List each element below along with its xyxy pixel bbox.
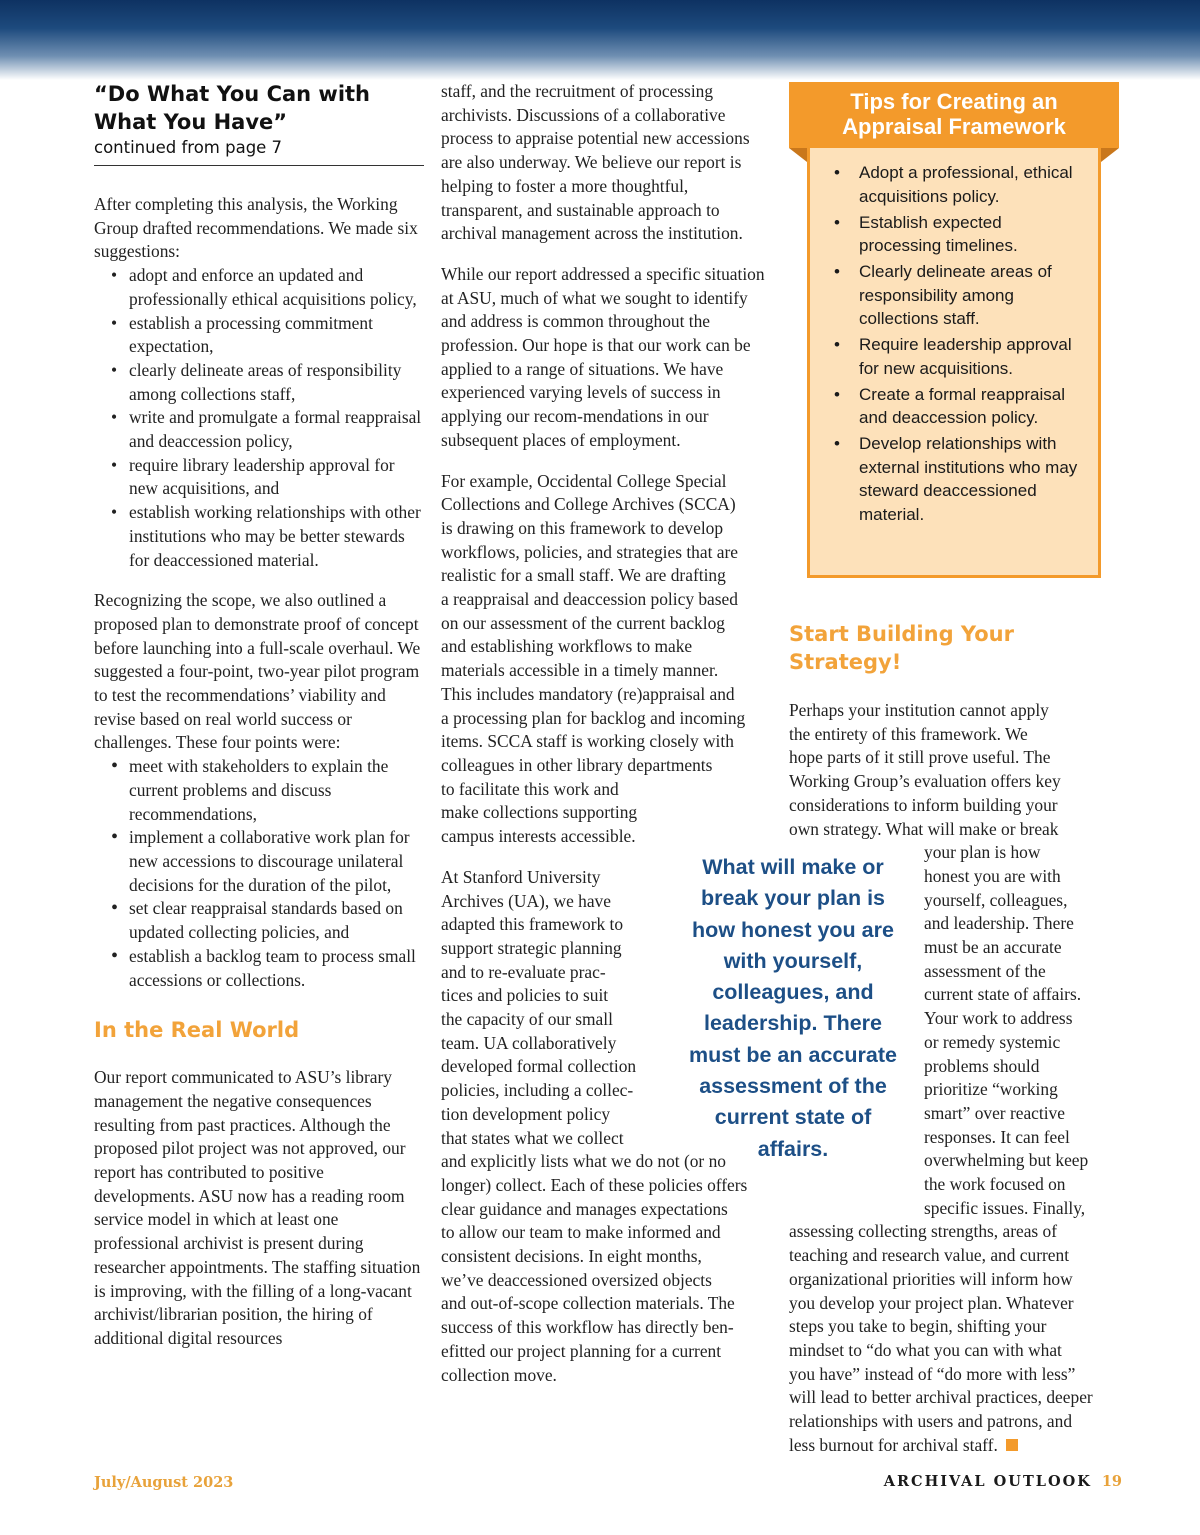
- issue-date: July/August 2023: [94, 1474, 234, 1491]
- paragraph: [789, 1220, 1121, 1457]
- list-item: • establish a processing commitment expectation,: [94, 312, 424, 359]
- text-line: This includes mandatory (re)appraisal and: [441, 683, 735, 704]
- text-line: colleagues in other library departments: [441, 754, 713, 775]
- text-line: considerations to inform building your: [789, 794, 1058, 815]
- text-line: own strategy. What will make or break: [789, 818, 1059, 839]
- text-line: the capacity of our small: [441, 1009, 613, 1030]
- text-line: responses. It can feel: [924, 1126, 1070, 1147]
- text-line: Working Group’s evaluation offers key: [789, 771, 1061, 792]
- text-line: specific issues. Finally,: [924, 1197, 1086, 1218]
- text-line: tices and policies to suit: [441, 985, 609, 1006]
- list-item: • require library leadership approval for new acquisitions, and: [94, 454, 424, 501]
- text-line: current state of affairs.: [924, 984, 1082, 1005]
- text-line: you have” instead of “do more with less”: [789, 1363, 1076, 1384]
- text-line: assessment of the: [924, 960, 1046, 981]
- text-line: items. SCCA staff is working closely with: [441, 731, 734, 752]
- publication-name: ARCHIVAL OUTLOOK: [883, 1473, 1092, 1490]
- text-line: is drawing on this framework to develop: [441, 517, 724, 538]
- text-line: to allow our team to make informed and: [441, 1222, 721, 1243]
- text-line: your plan is how: [924, 842, 1041, 863]
- header-band: [0, 0, 1200, 80]
- text-line: hope parts of it still prove useful. The: [789, 747, 1051, 768]
- text-line: Archives (UA), we have: [441, 890, 611, 911]
- middle-column: [441, 80, 771, 1404]
- text-line: you develop your project plan. Whatever: [789, 1292, 1074, 1313]
- pull-quote: What will make or break your plan is how honest you are with yourself, colleagues, and leadership. There must be an accurate assessment of the current state of affairs.: [689, 855, 897, 1161]
- paragraph: Recognizing the scope, we also outlined a proposed plan to demonstrate proof of concept before launching into a full-scale overhaul. We suggested a four-point, two-year pilot program to test the recommendations’ viability and revise based on real world success or challenges. These four points were:: [94, 590, 421, 753]
- list-item: • adopt and enforce an updated and professionally ethical acquisitions policy,: [94, 264, 424, 311]
- text-line: and explicitly lists what we do not (or no: [441, 1151, 726, 1172]
- paragraph: While our report addressed a specific situation at ASU, much of what we sought to identify and address is common throughout the profession. Our hope is that our work can be applied to a range of situations. We have experienced varying levels of success in applying our recom-mendations in our subsequent places of employment.: [441, 263, 765, 450]
- tips-list: [828, 161, 1080, 526]
- text-line: campus interests accessible.: [441, 826, 636, 847]
- section-heading-strategy: Start Building Your Strategy!: [789, 622, 1014, 674]
- text-line: and out-of-scope collection materials. The: [441, 1293, 735, 1314]
- list-item: • implement a collaborative work plan for new accessions to discourage unilateral decisions for the duration of the pilot,: [94, 826, 424, 897]
- text-line: adapted this framework to: [441, 914, 624, 935]
- list-item: • clearly delineate areas of responsibility among collections staff,: [94, 359, 424, 406]
- text-line: smart” over reactive: [924, 1102, 1065, 1123]
- paragraph-occidental: [441, 470, 771, 849]
- footer-publication: [884, 1473, 1122, 1490]
- text-line: organizational priorities will inform how: [789, 1268, 1073, 1289]
- text-line: realistic for a small staff. We are drafting: [441, 565, 726, 586]
- text-line: tion development policy: [441, 1103, 611, 1124]
- tips-title: [789, 82, 1119, 148]
- text-line: Collections and College Archives (SCCA): [441, 494, 736, 515]
- text-line: success of this workflow has directly ben-: [441, 1317, 734, 1338]
- tips-body: [807, 148, 1101, 578]
- text-line: or remedy systemic: [924, 1031, 1061, 1052]
- paragraph: After completing this analysis, the Working Group drafted recommendations. We made six suggestions:: [94, 194, 418, 262]
- text-line: must be an accurate: [924, 937, 1062, 958]
- text-line: steps you take to begin, shifting your: [789, 1316, 1047, 1337]
- text-line: support strategic planning: [441, 937, 622, 958]
- text-line: and establishing workflows to make: [441, 636, 693, 657]
- list-item: • set clear reappraisal standards based on updated collecting policies, and: [94, 897, 424, 944]
- text-line: make collections supporting: [441, 802, 638, 823]
- pilot-points-list: [94, 755, 424, 992]
- text-line: consistent decisions. In eight months,: [441, 1246, 702, 1267]
- list-item: • meet with stakeholders to explain the current problems and discuss recommendations,: [94, 755, 424, 826]
- tip-item: • Clearly delineate areas of responsibility among collections staff.: [828, 260, 1080, 331]
- text-line: longer) collect. Each of these policies offers: [441, 1174, 748, 1195]
- text-line: Perhaps your institution cannot apply: [789, 700, 1049, 720]
- tip-item: • Establish expected processing timelines.: [828, 211, 1080, 258]
- tips-title-line: Tips for Creating an: [850, 89, 1058, 114]
- text-line: and leadership. There: [924, 913, 1074, 934]
- text-line: to facilitate this work and: [441, 778, 619, 799]
- text-line: less burnout for archival staff.: [789, 1434, 1121, 1458]
- tip-item: • Develop relationships with external institutions who may steward deaccessioned material.: [828, 432, 1080, 526]
- text-line: relationships with users and patrons, and: [789, 1411, 1073, 1432]
- text-line: overwhelming but keep: [924, 1150, 1089, 1171]
- text-line: and to re-evaluate prac-: [441, 961, 606, 982]
- text-line: policies, including a collec-: [441, 1080, 634, 1101]
- text-line: clear guidance and manages expectations: [441, 1198, 728, 1219]
- text-line: team. UA collaboratively: [441, 1032, 617, 1053]
- text-line: developed formal collection: [441, 1056, 637, 1077]
- text-line: the work focused on: [924, 1174, 1066, 1195]
- text-line: problems should: [924, 1055, 1040, 1076]
- article-title: “Do What You Can with What You Have”: [94, 82, 371, 134]
- paragraph: Our report communicated to ASU’s library management the negative consequences resulting from past practices. Although the proposed pilot project was not approved, our report has contributed to positive developments. ASU now has a reading room service model in which at least one professional archivist is present during researcher appointments. The staffing situation is improving, with the filling of a long-vacant archivist/librarian position, the hiring of additional digital resources: [94, 1067, 421, 1348]
- text-line: Your work to address: [924, 1008, 1073, 1029]
- text-line: a processing plan for backlog and incoming: [441, 707, 746, 728]
- text-line: collection move.: [441, 1364, 557, 1385]
- text-line: we’ve deaccessioned oversized objects: [441, 1269, 712, 1290]
- text-line: mindset to “do what you can with what: [789, 1339, 1062, 1360]
- list-item: • write and promulgate a formal reappraisal and deaccession policy,: [94, 406, 424, 453]
- page-number: 19: [1101, 1473, 1122, 1490]
- paragraph: [789, 699, 1121, 841]
- text-line: that states what we collect: [441, 1127, 624, 1148]
- text-line: workflows, policies, and strategies that are: [441, 541, 738, 562]
- list-item: • establish a backlog team to process small accessions or collections.: [94, 945, 424, 992]
- text-line: materials accessible in a timely manner.: [441, 660, 719, 681]
- tip-item: • Adopt a professional, ethical acquisitions policy.: [828, 161, 1080, 208]
- text-line: At Stanford University: [441, 866, 601, 887]
- tips-sidebar: [789, 82, 1119, 582]
- text-line: will lead to better archival practices, deeper: [789, 1387, 1093, 1408]
- tips-ribbon-fold: [789, 148, 807, 162]
- text-line: yourself, colleagues,: [924, 889, 1068, 910]
- continued-note: continued from page 7: [94, 136, 424, 166]
- text-line: a reappraisal and deaccession policy based: [441, 589, 738, 610]
- tips-title-line: Appraisal Framework: [842, 114, 1066, 139]
- text-line: the entirety of this framework. We: [789, 723, 1028, 744]
- end-mark-icon: [1006, 1439, 1018, 1451]
- suggestions-list: [94, 264, 424, 572]
- text-line: teaching and research value, and current: [789, 1245, 1070, 1266]
- list-item: • establish working relationships with other institutions who may be better stewards for deaccessioned material.: [94, 501, 424, 572]
- section-heading-real-world: In the Real World: [94, 1018, 300, 1043]
- text-line: on our assessment of the current backlog: [441, 612, 725, 633]
- tip-item: • Require leadership approval for new acquisitions.: [828, 333, 1080, 380]
- text-line: For example, Occidental College Special: [441, 470, 727, 491]
- tips-ribbon-fold: [1101, 148, 1119, 162]
- text-line: assessing collecting strengths, areas of: [789, 1221, 1058, 1242]
- paragraph: staff, and the recruitment of processing archivists. Discussions of a collaborative process to appraise potential new accessions are also underway. We believe our report is helping to foster a more thoughtful, transparent, and sustainable approach to archival management across the institution.: [441, 81, 750, 244]
- text-line: honest you are with: [924, 865, 1061, 886]
- text-line: prioritize “working: [924, 1079, 1058, 1100]
- left-column: [94, 80, 424, 1368]
- paragraph: [924, 841, 1121, 1220]
- tip-item: • Create a formal reappraisal and deaccession policy.: [828, 383, 1080, 430]
- text-line: efitted our project planning for a current: [441, 1340, 722, 1361]
